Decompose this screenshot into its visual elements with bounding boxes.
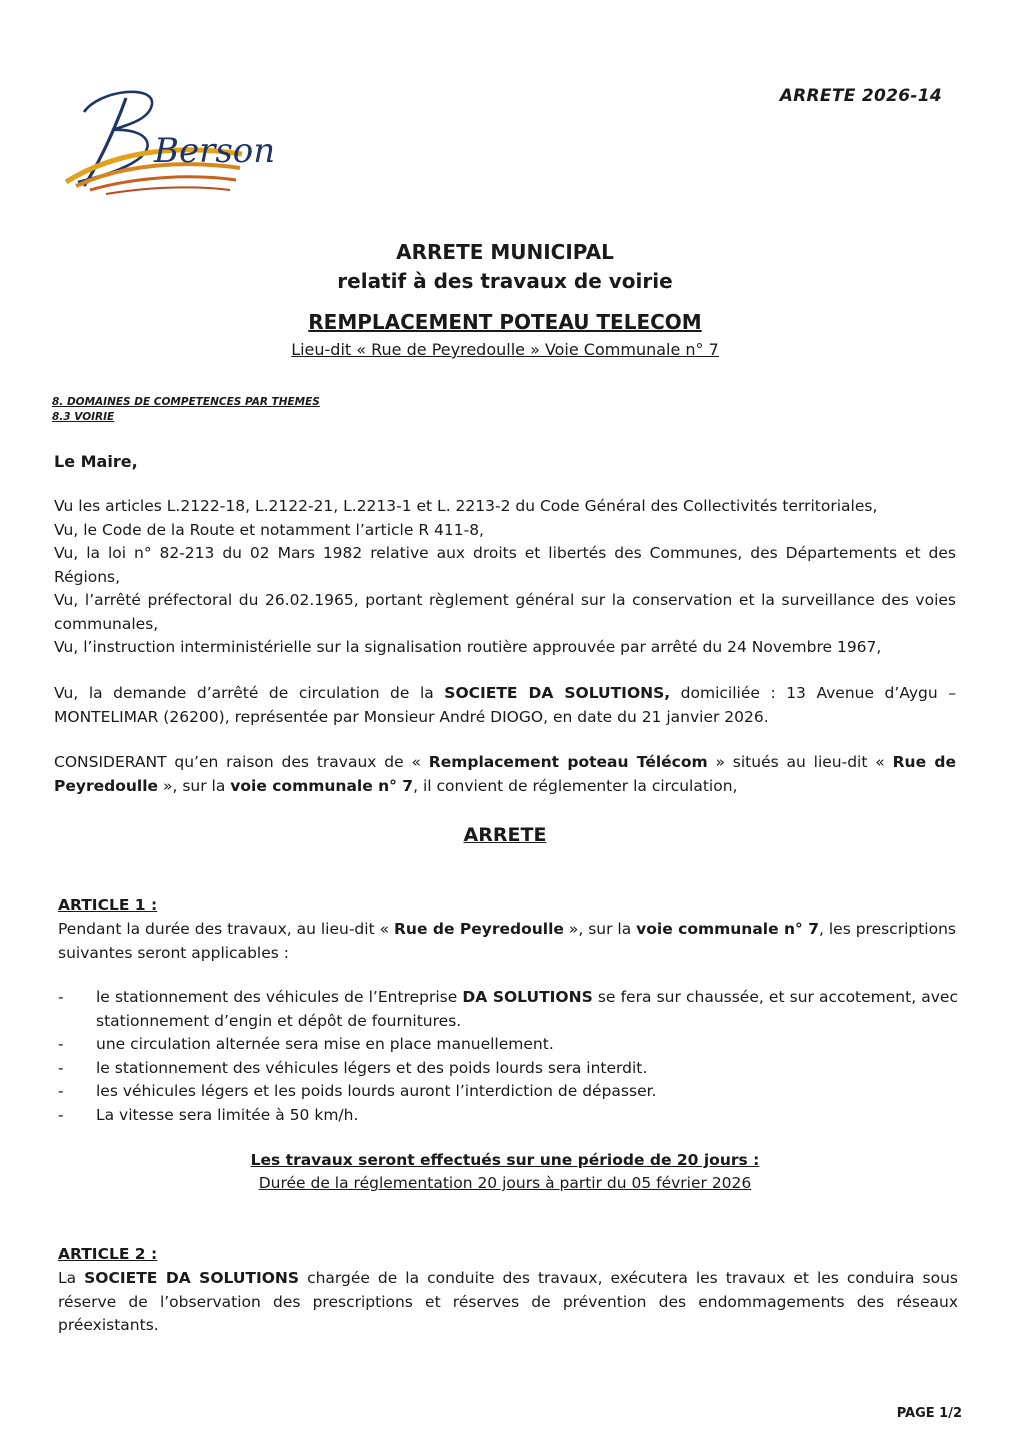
list-item-company: DA SOLUTIONS [462,988,593,1006]
decree-location: Lieu-dit « Rue de Peyredoulle » Voie Communale n° 7 [291,340,719,359]
list-item [58,1033,958,1057]
visa-item: Vu, l’instruction interministérielle sur la signalisation routière approuvée par arrêté du 24 Novembre 1967, [54,638,882,656]
considerant-paragraph [54,751,956,798]
visa-item: Vu, l’arrêté préfectoral du 26.02.1965, portant règlement général sur la conservation et la surveillance des voies communales, [54,591,956,633]
decree-subject: REMPLACEMENT POTEAU TELECOM [308,310,702,334]
article-1-place: Rue de Peyredoulle [394,920,564,938]
article-1-text-3: , les prescriptions suivantes seront applicables : [58,920,956,962]
berson-logo [54,82,276,200]
list-item [58,1057,958,1081]
list-item-text: le stationnement des véhicules de l’Entreprise [96,988,463,1006]
article-2-body [58,1267,958,1338]
bullet-dash: - [58,1058,64,1077]
request-paragraph [54,682,956,729]
list-item [58,986,958,1033]
considerant-text-3: », sur la [158,776,231,795]
category-theme: 8. DOMAINES DE COMPETENCES PAR THEMES [52,396,320,408]
bullet-dash: - [58,1035,64,1053]
article-1-text-2: », sur la [563,920,637,938]
page-number: PAGE 1/2 [896,1406,962,1421]
regulation-duration: Durée de la réglementation 20 jours à partir du 05 février 2026 [258,1174,752,1192]
title-line-1: ARRETE MUNICIPAL [396,240,614,264]
request-text: Vu, la demande d’arrêté de circulation de la [54,684,445,702]
request-company: SOCIETE DA SOLUTIONS, [444,684,671,702]
article-2-title: ARTICLE 2 : [58,1245,158,1263]
arrete-heading: ARRETE [463,824,547,846]
article-1-body [58,918,956,965]
title-line-2: relatif à des travaux de voirie [337,269,673,293]
list-item-text: le stationnement des véhicules légers et des poids lourds sera interdit. [96,1058,648,1077]
article-2-company: SOCIETE DA SOLUTIONS [84,1269,300,1287]
considerant-text-2: » situés au lieu-dit « [707,753,893,771]
visa-item: Vu, le Code de la Route et notamment l’article R 411-8, [54,520,484,539]
request-text-2: domiciliée : 13 Avenue d’Aygu – MONTELIMAR (26200), représentée par Monsieur André DIOGO, en date du 21 janvier 2026. [54,684,956,726]
list-item-text-2: se fera sur chaussée, et sur accotement, avec stationnement d’engin et dépôt de fournitures. [96,988,958,1030]
list-item-text: La vitesse sera limitée à 50 km/h. [96,1105,359,1124]
salutation: Le Maire, [54,452,138,471]
article-2-text-2: chargée de la conduite des travaux, exécutera les travaux et les conduira sous réserve de l’observation des prescriptions et réserves de prévention des endommagements des réseaux préexistants. [58,1269,959,1334]
list-item-text: les véhicules légers et les poids lourds auront l’interdiction de dépasser. [96,1082,657,1100]
visa-item: Vu, la loi n° 82-213 du 02 Mars 1982 relative aux droits et libertés des Communes, des Départements et des Régions, [54,544,956,586]
considerant-works: Remplacement poteau Télécom [428,753,708,771]
article-1-road: voie communale n° 7 [636,920,819,938]
category-subtheme: 8.3 VOIRIE [52,411,115,423]
list-item-text: une circulation alternée sera mise en place manuellement. [96,1035,554,1053]
decree-reference: ARRETE 2026-14 [779,86,942,106]
list-item [58,1104,958,1128]
bullet-dash: - [58,1105,64,1124]
prescriptions-list [58,986,958,1127]
works-period: Les travaux seront effectués sur une période de 20 jours : [250,1151,760,1169]
visas-list [54,495,956,660]
logo-text: Berson [154,131,276,171]
bullet-dash: - [58,988,64,1006]
article-1-title: ARTICLE 1 : [58,896,158,914]
considerant-text-4: , il convient de réglementer la circulation, [413,776,738,795]
article-2-text: La [58,1269,85,1287]
considerant-place: Rue de Peyredoulle [54,753,956,795]
berson-logo-graphic [54,82,276,200]
list-item [58,1080,958,1104]
bullet-dash: - [58,1082,64,1100]
article-1-text: Pendant la durée des travaux, au lieu-dit « [58,920,394,938]
considerant-road: voie communale n° 7 [230,776,414,795]
considerant-text: CONSIDERANT qu’en raison des travaux de « [54,753,429,771]
visa-item: Vu les articles L.2122-18, L.2122-21, L.2213-1 et L. 2213-2 du Code Général des Collectivités territoriales, [54,497,878,515]
